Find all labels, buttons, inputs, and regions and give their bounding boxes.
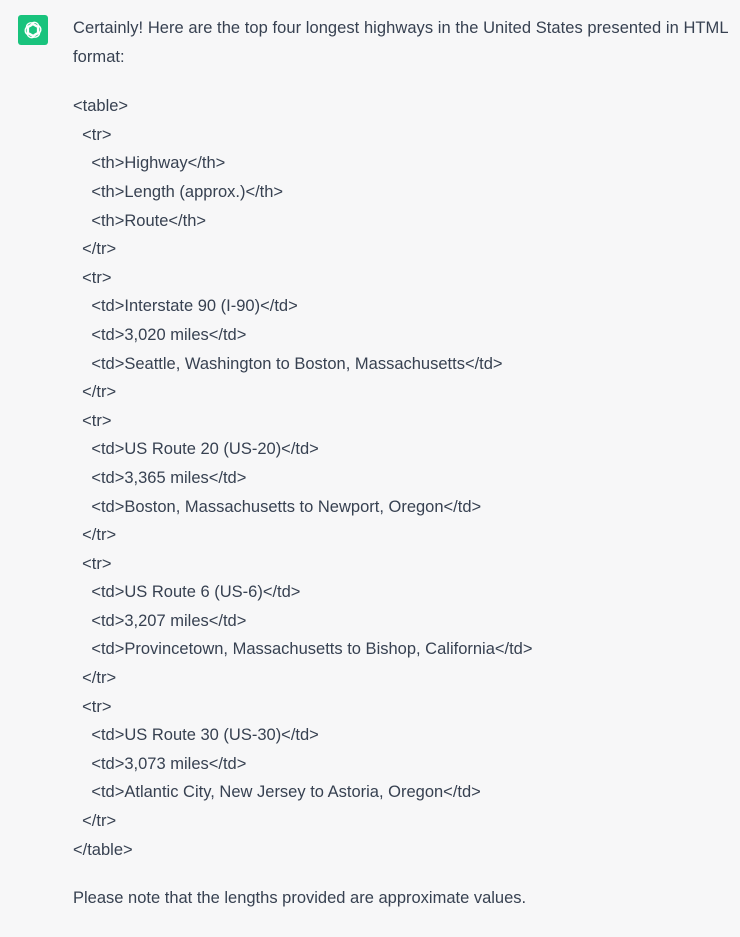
code-line: <td>3,365 miles</td> — [73, 468, 247, 487]
code-line: <td>US Route 30 (US-30)</td> — [73, 726, 319, 745]
assistant-avatar — [18, 15, 48, 45]
code-line: <td>Atlantic City, New Jersey to Astoria, Oregon</td> — [73, 783, 481, 802]
message-content — [73, 14, 728, 913]
code-line: </tr> — [73, 812, 117, 831]
code-line: <tr> — [73, 697, 112, 716]
code-line: </tr> — [73, 526, 117, 545]
code-line: <td>US Route 20 (US-20)</td> — [73, 440, 319, 459]
code-line: </tr> — [73, 669, 117, 688]
code-line: </tr> — [73, 383, 117, 402]
code-line: <th>Route</th> — [73, 211, 207, 230]
message-outro: Please note that the lengths provided are approximate values. — [73, 889, 527, 908]
code-line: <td>Boston, Massachusetts to Newport, Oregon</td> — [73, 497, 482, 516]
code-line: <tr> — [73, 125, 112, 144]
code-line: <td>US Route 6 (US-6)</td> — [73, 583, 301, 602]
code-line: <table> — [73, 97, 129, 116]
code-line: <td>3,020 miles</td> — [73, 325, 247, 344]
code-line: </table> — [73, 840, 133, 859]
code-line: <tr> — [73, 554, 112, 573]
code-line: </tr> — [73, 240, 117, 259]
code-line: <tr> — [73, 268, 112, 287]
code-line: <td>Provincetown, Massachusetts to Bishop, California</td> — [73, 640, 533, 659]
code-line: <th>Highway</th> — [73, 154, 226, 173]
code-line: <tr> — [73, 411, 112, 430]
code-line: <td>Seattle, Washington to Boston, Massachusetts</td> — [73, 354, 503, 373]
message-intro: Certainly! Here are the top four longest highways in the United States presented in HTML format: — [73, 19, 728, 66]
code-line: <td>Interstate 90 (I-90)</td> — [73, 297, 298, 316]
html-code-text — [73, 92, 728, 864]
code-line: <td>3,207 miles</td> — [73, 611, 247, 630]
code-line: <th>Length (approx.)</th> — [73, 182, 284, 201]
openai-logo-icon — [22, 19, 44, 41]
code-line: <td>3,073 miles</td> — [73, 754, 247, 773]
